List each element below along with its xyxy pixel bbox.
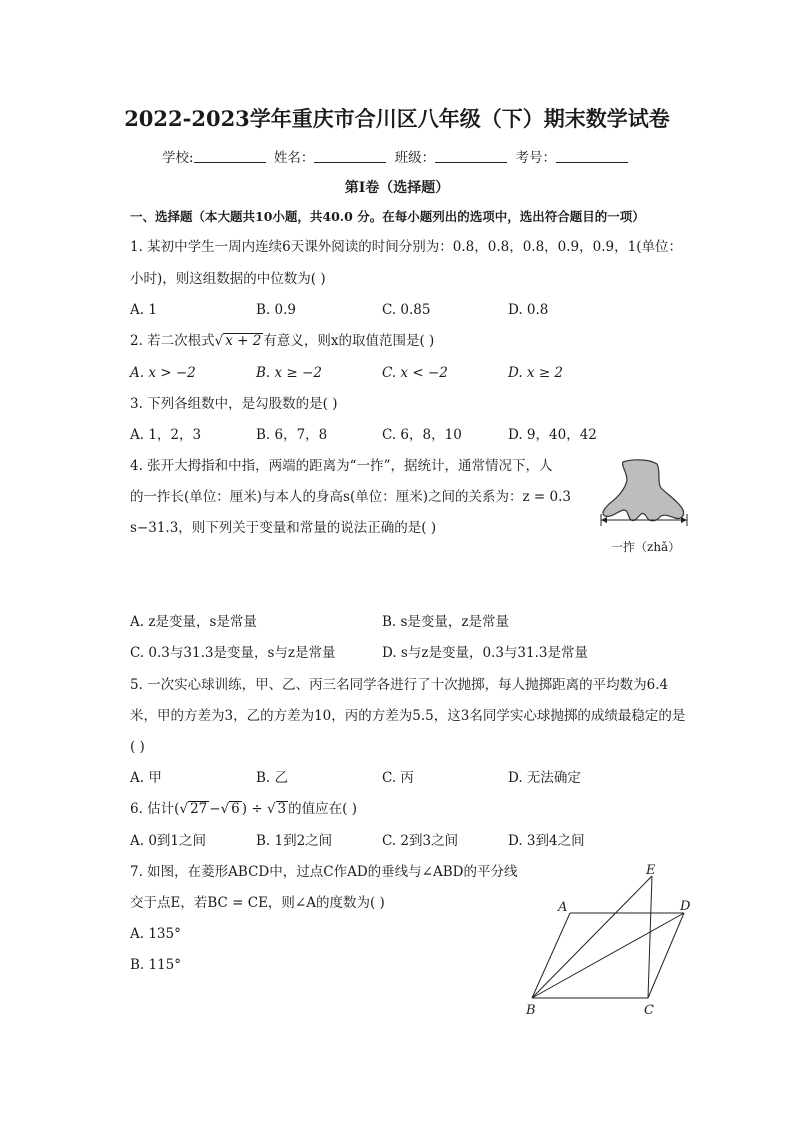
- rhombus-figure: [518, 860, 708, 1020]
- sqrt-sign: √: [220, 801, 230, 817]
- q1-option-b[interactable]: B. 0.9: [256, 302, 296, 318]
- q4-stem-line3: s−31.3，则下列关于变量和常量的说法正确的是( ): [130, 520, 437, 536]
- q3-option-d[interactable]: D. 9，40，42: [508, 427, 597, 443]
- q2-stem: [130, 333, 434, 349]
- q3-option-c[interactable]: C. 6，8，10: [382, 427, 462, 443]
- q7-option-b[interactable]: B. 115°: [130, 957, 182, 973]
- q6-option-b[interactable]: B. 1到2之间: [256, 833, 333, 849]
- q3-stem: 3. 下列各组数中，是勾股数的是( ): [130, 396, 338, 412]
- q6-mid: ) ÷: [241, 801, 267, 817]
- q6-radicand-2: 6: [231, 801, 240, 817]
- label-e: E: [646, 863, 656, 878]
- q2-option-a[interactable]: A. x > −2: [130, 365, 196, 381]
- q6-stem-pre: 6. 估计(: [130, 801, 180, 817]
- q4-stem-line1: 4. 张开大拇指和中指，两端的距离为“一拃”，据统计，通常情况下，人: [130, 458, 553, 474]
- q4-option-d[interactable]: D. s与z是变量，0.3与31.3是常量: [382, 645, 588, 661]
- segment-bd: [532, 913, 684, 998]
- q2-option-b[interactable]: B. x ≥ −2: [256, 365, 322, 381]
- arrow-left-icon: [601, 517, 607, 523]
- label-b: B: [526, 1003, 536, 1018]
- q7-stem-line1: 7. 如图，在菱形ABCD中，过点C作AD的垂线与∠ABD的平分线: [130, 864, 518, 880]
- q7-option-a[interactable]: A. 135°: [130, 926, 181, 942]
- q3-option-b[interactable]: B. 6，7，8: [256, 427, 328, 443]
- class-blank[interactable]: [435, 150, 507, 163]
- q5-option-d[interactable]: D. 无法确定: [508, 770, 581, 786]
- q2-stem-post: 有意义，则x的取值范围是( ): [263, 333, 435, 349]
- q4-option-c[interactable]: C. 0.3与31.3是变量，s与z是常量: [130, 645, 336, 661]
- q7-stem-line2: 交于点E，若BC = CE，则∠A的度数为( ): [130, 895, 385, 911]
- section-title: 第I卷（选择题）: [344, 180, 450, 196]
- hand-shape: [603, 460, 684, 521]
- q6-stem: [130, 801, 357, 817]
- q4-stem-line2: 的一拃长(单位：厘米)与本人的身高s(单位：厘米)之间的关系为：z = 0.3: [130, 489, 571, 505]
- q4-option-b[interactable]: B. s是变量，z是常量: [382, 614, 510, 630]
- segment-ab: [532, 913, 570, 998]
- hand-span-caption: 一拃（zhǎ）: [611, 540, 681, 554]
- label-d: D: [680, 899, 691, 914]
- q5-stem-line2: 米，甲的方差为3，乙的方差为10，丙的方差为5.5，这3名同学实心球抛掷的成绩最稳定的是: [130, 708, 686, 724]
- exam-no-label: 考号：: [515, 150, 556, 166]
- q5-option-a[interactable]: A. 甲: [130, 770, 162, 786]
- class-label: 班级：: [394, 150, 436, 166]
- q2-option-c[interactable]: C. x < −2: [382, 365, 448, 381]
- segment-be: [532, 876, 652, 998]
- sqrt-sign: √: [214, 333, 224, 349]
- q4-option-a[interactable]: A. z是变量，s是常量: [130, 614, 257, 630]
- q5-option-c[interactable]: C. 丙: [382, 770, 414, 786]
- q2-stem-pre: 2. 若二次根式: [130, 333, 215, 349]
- q6-option-c[interactable]: C. 2到3之间: [382, 833, 459, 849]
- q5-stem-line3: ( ): [130, 739, 145, 755]
- part-header: 一、选择题（本大题共10小题，共40.0 分。在每小题列出的选项中，选出符合题目的一项）: [130, 209, 645, 224]
- q6-radicand-3: 3: [277, 801, 287, 817]
- q2-radicand: x + 2: [225, 333, 262, 349]
- segment-cd: [648, 913, 684, 998]
- school-blank[interactable]: [194, 150, 266, 163]
- q1-stem-line2: 小时)，则这组数据的中位数为( ): [130, 271, 326, 287]
- q5-stem-line1: 5. 一次实心球训练，甲、乙、丙三名同学各进行了十次抛掷，每人抛掷距离的平均数为6.4: [130, 677, 669, 693]
- label-a: A: [558, 900, 568, 915]
- sqrt-sign: √: [266, 801, 276, 817]
- school-label: 学校:: [162, 150, 194, 166]
- q6-option-d[interactable]: D. 3到4之间: [508, 833, 585, 849]
- segment-ce: [648, 876, 652, 998]
- name-blank[interactable]: [314, 150, 386, 163]
- q6-option-a[interactable]: A. 0到1之间: [130, 833, 207, 849]
- q1-option-c[interactable]: C. 0.85: [382, 302, 431, 318]
- q6-minus: −: [209, 801, 221, 817]
- sqrt-sign: √: [179, 801, 189, 817]
- exam-no-blank[interactable]: [556, 150, 628, 163]
- q1-option-d[interactable]: D. 0.8: [508, 302, 549, 318]
- q1-option-a[interactable]: A. 1: [130, 302, 157, 318]
- name-label: 姓名：: [273, 150, 315, 166]
- q6-radicand-1: 27: [190, 801, 208, 817]
- label-c: C: [644, 1003, 654, 1018]
- q1-stem-line1: 1. 某初中学生一周内连续6天课外阅读的时间分别为：0.8，0.8，0.8，0.9，0.9，1(单位：: [130, 239, 682, 255]
- q6-stem-post: 的值应在( ): [288, 801, 357, 817]
- exam-title: 2022-2023学年重庆市合川区八年级（下）期末数学试卷: [124, 106, 670, 131]
- q2-option-d[interactable]: D. x ≥ 2: [508, 365, 564, 381]
- student-info-line: [0, 146, 794, 166]
- arrow-right-icon: [681, 517, 687, 523]
- q3-option-a[interactable]: A. 1，2，3: [130, 427, 202, 443]
- q5-option-b[interactable]: B. 乙: [256, 770, 289, 786]
